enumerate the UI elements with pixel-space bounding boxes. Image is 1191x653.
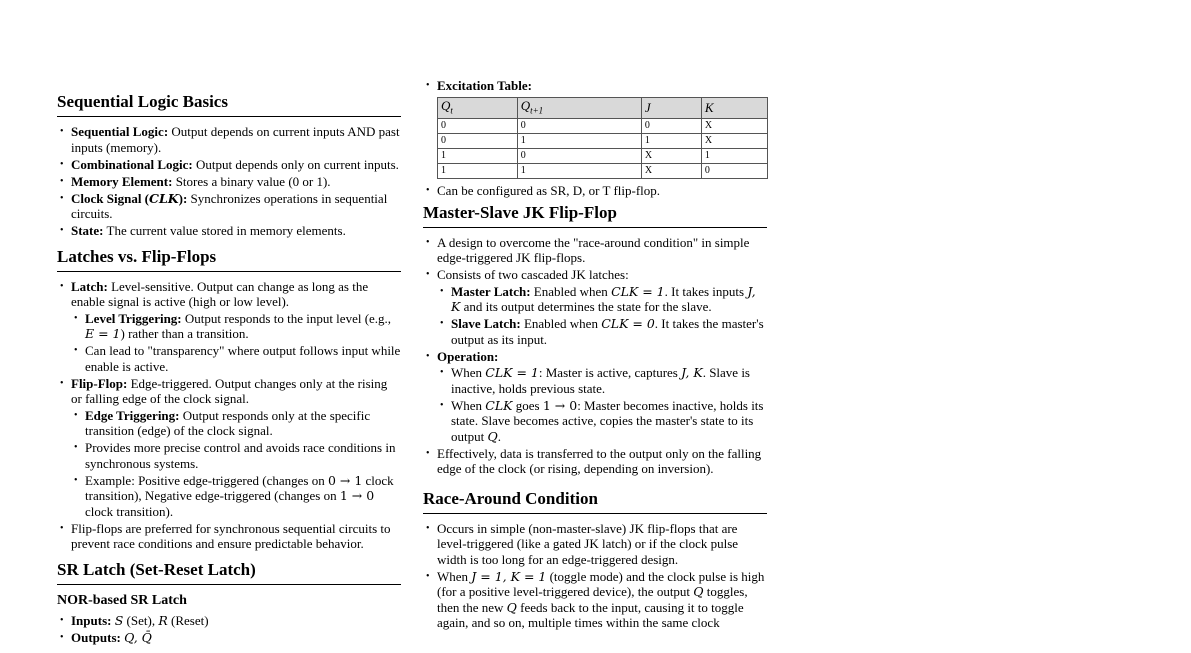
list-item: • Can be configured as SR, D, or T flip-flop. — [423, 183, 767, 199]
table-header-row — [438, 97, 768, 119]
master-slave-list — [423, 235, 767, 477]
list-item: • Sequential Logic: Output depends on current inputs AND past inputs (memory). — [57, 124, 401, 155]
table-row: 1 1 X 0 — [438, 164, 768, 179]
list-item: • Provides more precise control and avoids race conditions in synchronous systems. — [71, 440, 401, 471]
table-row: 0 0 0 X — [438, 119, 768, 134]
section-title-master-slave: Master-Slave JK Flip-Flop — [423, 203, 767, 228]
list-item: • When CLK = 1: Master is active, captures J, K. Slave is inactive, holds previous state. — [437, 365, 767, 396]
table-row: 0 1 1 X — [438, 134, 768, 149]
excitation-table — [437, 97, 768, 180]
list-item: • Combinational Logic: Output depends only on current inputs. — [57, 157, 401, 173]
list-item: • Level Triggering: Output responds to the input level (e.g., E = 1) rather than a transition. — [71, 311, 401, 342]
list-item: • Flip-flops are preferred for synchronous sequential circuits to prevent race conditions and ensure predictable behavior. — [57, 521, 401, 552]
list-item: • Inputs: S (Set), R (Reset) — [57, 613, 401, 629]
list-item: • Outputs: Q, Q̄ — [57, 630, 401, 646]
list-item: • When CLK goes 1 → 0: Master becomes inactive, holds its state. Slave becomes active, copies the master's state to its output Q. — [437, 398, 767, 445]
list-item: • Edge Triggering: Output responds only at the specific transition (edge) of the clock signal. — [71, 408, 401, 439]
column-header: K — [701, 97, 767, 119]
left-column — [57, 92, 401, 653]
list-item: • Memory Element: Stores a binary value (0 or 1). — [57, 174, 401, 190]
race-around-list — [423, 521, 767, 631]
list-item: • Excitation Table: $Q_t$ $Q_{t+1}$ J K 0 0 0 X 0 1 1 X 1 0 X 1 1 1 X 0 — [423, 78, 767, 179]
list-item: • Slave Latch: Enabled when CLK = 0. It takes the master's output as its input. — [437, 316, 767, 347]
excitation-list — [423, 78, 767, 199]
list-item: • Consists of two cascaded JK latches: • Master Latch: Enabled when CLK = 1. It takes inputs J, K and its output determines the state for the slave. • Slave Latch: Enabled when CLK = 0. It takes the master's output as its input. — [423, 267, 767, 347]
section-title-latches: Latches vs. Flip-Flops — [57, 247, 401, 272]
list-item: • Clock Signal (CLK): Synchronizes operations in sequential circuits. — [57, 191, 401, 222]
list-item: • Master Latch: Enabled when CLK = 1. It takes inputs J, K and its output determines the state for the slave. — [437, 284, 767, 315]
list-item: • A design to overcome the "race-around condition" in simple edge-triggered JK flip-flops. — [423, 235, 767, 266]
table-row: 1 0 X 1 — [438, 149, 768, 164]
list-item: • State: The current value stored in memory elements. — [57, 223, 401, 239]
column-header: $Q_{t+1}$ — [517, 97, 641, 119]
list-item: • Flip-Flop: Edge-triggered. Output changes only at the rising or falling edge of the clock signal. • Edge Triggering: Output responds only at the specific transition (edge) of the clock signal. • Provides more precise control and avoids race conditions in synchronous systems. • Example: Positive edge-triggered (changes on 0 → 1 clock transition), Negative edge-triggered (changes on 1 → 0 clock transition). — [57, 376, 401, 520]
sequential-list — [57, 124, 401, 239]
latches-list — [57, 279, 401, 552]
list-item: • Occurs in simple (non-master-slave) JK flip-flops that are level-triggered (like a gated JK latch) or if the clock pulse width is too long for an edge-triggered design. — [423, 521, 767, 568]
list-item: • Effectively, data is transferred to the output only on the falling edge of the clock (or rising, depending on inversion). — [423, 446, 767, 477]
column-header: J — [641, 97, 701, 119]
list-item: • Latch: Level-sensitive. Output can change as long as the enable signal is active (high or low level). • Level Triggering: Output responds to the input level (e.g., E = 1) rather than a transition. • Can lead to "transparency" where output follows input while enable is active. — [57, 279, 401, 375]
right-column — [423, 78, 767, 639]
sr-list — [57, 613, 401, 646]
list-item: • When J = 1, K = 1 (toggle mode) and the clock pulse is high (for a positive level-triggered device), the output Q toggles, then the new Q feeds back to the input, causing it to toggle again, and so on, multiple times within the same clock — [423, 569, 767, 631]
list-item: • Can lead to "transparency" where output follows input while enable is active. — [71, 343, 401, 374]
section-title-sequential: Sequential Logic Basics — [57, 92, 401, 117]
section-title-race-around: Race-Around Condition — [423, 489, 767, 514]
list-item: • Example: Positive edge-triggered (changes on 0 → 1 clock transition), Negative edge-triggered (changes on 1 → 0 clock transition). — [71, 473, 401, 520]
list-item: • Operation: • When CLK = 1: Master is active, captures J, K. Slave is inactive, holds previous state. • When CLK goes 1 → 0: Master becomes inactive, holds its state. Slave becomes active, copies the master's state to its output Q. — [423, 349, 767, 445]
section-title-sr-latch: SR Latch (Set-Reset Latch) — [57, 560, 401, 585]
subsection-title-nor: NOR-based SR Latch — [57, 592, 187, 608]
column-header: $Q_t$ — [438, 97, 518, 119]
